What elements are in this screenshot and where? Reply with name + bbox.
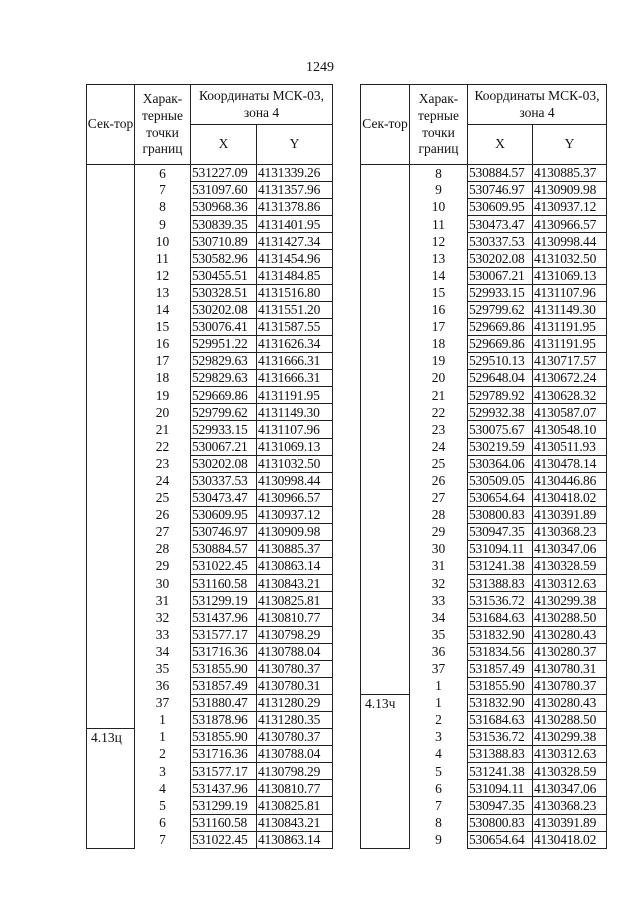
point-number-cell: 3: [410, 729, 468, 746]
table-row: [361, 694, 607, 711]
y-coordinate-cell: 4131666.31: [257, 353, 333, 370]
point-number-cell: 36: [410, 643, 468, 660]
point-number-cell: 23: [410, 421, 468, 438]
point-number-cell: 33: [135, 626, 191, 643]
point-number-cell: 23: [135, 455, 191, 472]
point-number-cell: 5: [135, 797, 191, 814]
point-number-cell: 12: [135, 267, 191, 284]
point-number-cell: 1: [410, 694, 468, 711]
y-coordinate-cell: 4130825.81: [257, 797, 333, 814]
x-coordinate-cell: 530364.06: [468, 455, 533, 472]
point-number-cell: 10: [135, 233, 191, 250]
x-coordinate-cell: 530582.96: [191, 250, 257, 267]
x-coordinate-cell: 531855.90: [191, 660, 257, 677]
point-number-cell: 29: [135, 558, 191, 575]
point-number-cell: 27: [135, 523, 191, 540]
x-coordinate-cell: 531716.36: [191, 643, 257, 660]
y-coordinate-cell: 4131191.95: [533, 318, 607, 335]
point-number-cell: 25: [135, 489, 191, 506]
y-coordinate-cell: 4130328.59: [533, 558, 607, 575]
y-coordinate-cell: 4130587.07: [533, 404, 607, 421]
x-coordinate-cell: 530609.95: [191, 506, 257, 523]
x-coordinate-cell: 530328.51: [191, 284, 257, 301]
x-coordinate-cell: 531880.47: [191, 694, 257, 711]
table-row: [87, 165, 333, 182]
x-coordinate-cell: 530473.47: [468, 216, 533, 233]
x-coordinate-cell: 529933.15: [191, 421, 257, 438]
y-coordinate-cell: 4130347.06: [533, 780, 607, 797]
x-coordinate-cell: 531094.11: [468, 541, 533, 558]
y-coordinate-cell: 4130843.21: [257, 575, 333, 592]
point-number-cell: 28: [135, 541, 191, 558]
y-coordinate-cell: 4130548.10: [533, 421, 607, 438]
point-number-cell: 35: [410, 626, 468, 643]
point-number-cell: 29: [410, 523, 468, 540]
x-coordinate-cell: 531855.90: [468, 677, 533, 694]
y-coordinate-cell: 4130780.31: [257, 677, 333, 694]
y-coordinate-cell: 4131032.50: [533, 250, 607, 267]
x-coordinate-cell: 531832.90: [468, 626, 533, 643]
x-coordinate-cell: 531022.45: [191, 831, 257, 848]
point-number-cell: 7: [135, 831, 191, 848]
x-coordinate-cell: 531878.96: [191, 712, 257, 729]
x-coordinate-cell: 531684.63: [468, 712, 533, 729]
x-coordinate-cell: 531388.83: [468, 575, 533, 592]
x-coordinate-cell: 530202.08: [191, 455, 257, 472]
x-coordinate-cell: 531388.83: [468, 746, 533, 763]
x-coordinate-cell: 530710.89: [191, 233, 257, 250]
x-coordinate-cell: 531536.72: [468, 592, 533, 609]
page-number: 1249: [306, 60, 334, 75]
point-number-cell: 22: [135, 438, 191, 455]
y-coordinate-cell: 4130909.98: [533, 182, 607, 199]
point-number-cell: 18: [410, 335, 468, 352]
point-number-cell: 15: [410, 284, 468, 301]
x-coordinate-cell: 531832.90: [468, 694, 533, 711]
x-coordinate-cell: 529933.15: [468, 284, 533, 301]
point-number-cell: 6: [135, 165, 191, 182]
y-coordinate-cell: 4131587.55: [257, 318, 333, 335]
x-coordinate-cell: 531834.56: [468, 643, 533, 660]
point-number-cell: 19: [135, 387, 191, 404]
x-coordinate-cell: 529829.63: [191, 370, 257, 387]
point-number-cell: 19: [410, 353, 468, 370]
point-number-cell: 36: [135, 677, 191, 694]
y-coordinate-cell: 4130288.50: [533, 609, 607, 626]
y-coordinate-cell: 4131357.96: [257, 182, 333, 199]
x-coordinate-cell: 529932.38: [468, 404, 533, 421]
point-number-cell: 10: [410, 199, 468, 216]
y-coordinate-cell: 4130885.37: [533, 165, 607, 182]
y-coordinate-cell: 4130909.98: [257, 523, 333, 540]
point-number-cell: 28: [410, 506, 468, 523]
y-coordinate-cell: 4131149.30: [533, 301, 607, 318]
sector-cell: [87, 165, 135, 729]
y-coordinate-cell: 4131401.95: [257, 216, 333, 233]
y-coordinate-cell: 4131454.96: [257, 250, 333, 267]
y-coordinate-cell: 4130511.93: [533, 438, 607, 455]
point-number-cell: 8: [135, 199, 191, 216]
x-coordinate-cell: 531684.63: [468, 609, 533, 626]
x-coordinate-cell: 530219.59: [468, 438, 533, 455]
x-coordinate-cell: 529789.92: [468, 387, 533, 404]
point-number-cell: 11: [410, 216, 468, 233]
y-coordinate-cell: 4131191.95: [533, 335, 607, 352]
point-number-cell: 32: [135, 609, 191, 626]
x-coordinate-cell: 531094.11: [468, 780, 533, 797]
y-coordinate-cell: 4130788.04: [257, 643, 333, 660]
y-coordinate-cell: 4130843.21: [257, 814, 333, 831]
point-number-cell: 26: [135, 506, 191, 523]
table-body-right: [361, 165, 607, 849]
x-coordinate-cell: 530947.35: [468, 523, 533, 540]
x-coordinate-cell: 529510.13: [468, 353, 533, 370]
x-coordinate-cell: 529829.63: [191, 353, 257, 370]
y-coordinate-cell: 4131378.86: [257, 199, 333, 216]
point-number-cell: 17: [135, 353, 191, 370]
y-coordinate-cell: 4131280.35: [257, 712, 333, 729]
table-body-left: [87, 165, 333, 849]
x-coordinate-cell: 530800.83: [468, 506, 533, 523]
y-coordinate-cell: 4131666.31: [257, 370, 333, 387]
y-coordinate-cell: 4131149.30: [257, 404, 333, 421]
y-coordinate-cell: 4130780.37: [533, 677, 607, 694]
y-coordinate-cell: 4130966.57: [533, 216, 607, 233]
point-number-cell: 24: [410, 438, 468, 455]
x-coordinate-cell: 529799.62: [468, 301, 533, 318]
sector-cell: [361, 165, 410, 695]
point-number-cell: 30: [410, 541, 468, 558]
point-number-cell: 34: [410, 609, 468, 626]
y-coordinate-cell: 4130788.04: [257, 746, 333, 763]
x-coordinate-cell: 530202.08: [468, 250, 533, 267]
y-coordinate-cell: 4130288.50: [533, 712, 607, 729]
x-coordinate-cell: 531299.19: [191, 797, 257, 814]
point-number-cell: 21: [135, 421, 191, 438]
header-coordinates: Координаты МСК-03, зона 4: [191, 85, 333, 125]
y-coordinate-cell: 4130280.43: [533, 626, 607, 643]
x-coordinate-cell: 530067.21: [191, 438, 257, 455]
y-coordinate-cell: 4130312.63: [533, 746, 607, 763]
x-coordinate-cell: 529648.04: [468, 370, 533, 387]
y-coordinate-cell: 4131032.50: [257, 455, 333, 472]
y-coordinate-cell: 4130780.37: [257, 660, 333, 677]
point-number-cell: 8: [410, 165, 468, 182]
point-number-cell: 3: [135, 763, 191, 780]
y-coordinate-cell: 4130446.86: [533, 472, 607, 489]
x-coordinate-cell: 531857.49: [191, 677, 257, 694]
y-coordinate-cell: 4130391.89: [533, 814, 607, 831]
point-number-cell: 7: [135, 182, 191, 199]
point-number-cell: 2: [410, 712, 468, 729]
x-coordinate-cell: 531536.72: [468, 729, 533, 746]
point-number-cell: 13: [410, 250, 468, 267]
point-number-cell: 35: [135, 660, 191, 677]
y-coordinate-cell: 4130299.38: [533, 592, 607, 609]
x-coordinate-cell: 530800.83: [468, 814, 533, 831]
y-coordinate-cell: 4130478.14: [533, 455, 607, 472]
point-number-cell: 18: [135, 370, 191, 387]
y-coordinate-cell: 4130780.37: [257, 729, 333, 746]
y-coordinate-cell: 4130368.23: [533, 523, 607, 540]
y-coordinate-cell: 4130810.77: [257, 609, 333, 626]
x-coordinate-cell: 531227.09: [191, 165, 257, 182]
header-points: Харак-терные точки границ: [135, 85, 191, 165]
y-coordinate-cell: 4130717.57: [533, 353, 607, 370]
x-coordinate-cell: 530884.57: [468, 165, 533, 182]
x-coordinate-cell: 531855.90: [191, 729, 257, 746]
sector-cell: 4.13ч: [361, 694, 410, 848]
y-coordinate-cell: 4131484.85: [257, 267, 333, 284]
x-coordinate-cell: 530473.47: [191, 489, 257, 506]
y-coordinate-cell: 4131626.34: [257, 335, 333, 352]
y-coordinate-cell: 4130798.29: [257, 763, 333, 780]
y-coordinate-cell: 4130312.63: [533, 575, 607, 592]
table-row: [361, 165, 607, 182]
point-number-cell: 33: [410, 592, 468, 609]
point-number-cell: 9: [135, 216, 191, 233]
y-coordinate-cell: 4130780.31: [533, 660, 607, 677]
x-coordinate-cell: 530202.08: [191, 301, 257, 318]
point-number-cell: 20: [410, 370, 468, 387]
y-coordinate-cell: 4131280.29: [257, 694, 333, 711]
header-x: X: [468, 125, 533, 165]
x-coordinate-cell: 531577.17: [191, 626, 257, 643]
point-number-cell: 31: [135, 592, 191, 609]
point-number-cell: 1: [135, 729, 191, 746]
x-coordinate-cell: 531160.58: [191, 814, 257, 831]
y-coordinate-cell: 4130280.37: [533, 643, 607, 660]
y-coordinate-cell: 4131107.96: [533, 284, 607, 301]
point-number-cell: 27: [410, 489, 468, 506]
y-coordinate-cell: 4131339.26: [257, 165, 333, 182]
x-coordinate-cell: 530076.41: [191, 318, 257, 335]
point-number-cell: 21: [410, 387, 468, 404]
x-coordinate-cell: 530337.53: [468, 233, 533, 250]
point-number-cell: 6: [135, 814, 191, 831]
point-number-cell: 12: [410, 233, 468, 250]
x-coordinate-cell: 530337.53: [191, 472, 257, 489]
point-number-cell: 16: [135, 335, 191, 352]
sector-cell: 4.13ц: [87, 729, 135, 849]
header-x: X: [191, 125, 257, 165]
point-number-cell: 13: [135, 284, 191, 301]
point-number-cell: 6: [410, 780, 468, 797]
x-coordinate-cell: 531577.17: [191, 763, 257, 780]
table-row: [87, 729, 333, 746]
x-coordinate-cell: 529951.22: [191, 335, 257, 352]
y-coordinate-cell: 4131427.34: [257, 233, 333, 250]
x-coordinate-cell: 530509.05: [468, 472, 533, 489]
x-coordinate-cell: 531022.45: [191, 558, 257, 575]
point-number-cell: 1: [410, 677, 468, 694]
point-number-cell: 4: [410, 746, 468, 763]
x-coordinate-cell: 531437.96: [191, 780, 257, 797]
point-number-cell: 9: [410, 182, 468, 199]
point-number-cell: 24: [135, 472, 191, 489]
x-coordinate-cell: 531437.96: [191, 609, 257, 626]
y-coordinate-cell: 4130347.06: [533, 541, 607, 558]
x-coordinate-cell: 531857.49: [468, 660, 533, 677]
x-coordinate-cell: 530947.35: [468, 797, 533, 814]
x-coordinate-cell: 530839.35: [191, 216, 257, 233]
y-coordinate-cell: 4130937.12: [533, 199, 607, 216]
y-coordinate-cell: 4130328.59: [533, 763, 607, 780]
x-coordinate-cell: 530609.95: [468, 199, 533, 216]
x-coordinate-cell: 531241.38: [468, 763, 533, 780]
point-number-cell: 26: [410, 472, 468, 489]
y-coordinate-cell: 4130810.77: [257, 780, 333, 797]
y-coordinate-cell: 4130672.24: [533, 370, 607, 387]
x-coordinate-cell: 530654.64: [468, 831, 533, 848]
x-coordinate-cell: 531716.36: [191, 746, 257, 763]
point-number-cell: 14: [135, 301, 191, 318]
point-number-cell: 4: [135, 780, 191, 797]
x-coordinate-cell: 531097.60: [191, 182, 257, 199]
y-coordinate-cell: 4130966.57: [257, 489, 333, 506]
y-coordinate-cell: 4130280.43: [533, 694, 607, 711]
point-number-cell: 34: [135, 643, 191, 660]
header-y: Y: [533, 125, 607, 165]
point-number-cell: 7: [410, 797, 468, 814]
x-coordinate-cell: 531160.58: [191, 575, 257, 592]
x-coordinate-cell: 529669.86: [191, 387, 257, 404]
point-number-cell: 15: [135, 318, 191, 335]
point-number-cell: 25: [410, 455, 468, 472]
x-coordinate-cell: 530968.36: [191, 199, 257, 216]
y-coordinate-cell: 4130798.29: [257, 626, 333, 643]
y-coordinate-cell: 4131551.20: [257, 301, 333, 318]
y-coordinate-cell: 4130628.32: [533, 387, 607, 404]
y-coordinate-cell: 4130825.81: [257, 592, 333, 609]
y-coordinate-cell: 4130418.02: [533, 489, 607, 506]
y-coordinate-cell: 4130418.02: [533, 831, 607, 848]
point-number-cell: 5: [410, 763, 468, 780]
y-coordinate-cell: 4130391.89: [533, 506, 607, 523]
point-number-cell: 9: [410, 831, 468, 848]
y-coordinate-cell: 4130885.37: [257, 541, 333, 558]
y-coordinate-cell: 4130863.14: [257, 558, 333, 575]
coordinates-table-left: [86, 84, 333, 849]
header-sector: Сек-тор: [87, 85, 135, 165]
header-sector: Сек-тор: [361, 85, 410, 165]
y-coordinate-cell: 4130368.23: [533, 797, 607, 814]
coordinates-table-right: [360, 84, 607, 849]
point-number-cell: 22: [410, 404, 468, 421]
point-number-cell: 37: [135, 694, 191, 711]
x-coordinate-cell: 530884.57: [191, 541, 257, 558]
x-coordinate-cell: 530067.21: [468, 267, 533, 284]
header-points: Харак-терные точки границ: [410, 85, 468, 165]
point-number-cell: 2: [135, 746, 191, 763]
x-coordinate-cell: 530746.97: [191, 523, 257, 540]
y-coordinate-cell: 4131516.80: [257, 284, 333, 301]
point-number-cell: 30: [135, 575, 191, 592]
x-coordinate-cell: 530654.64: [468, 489, 533, 506]
x-coordinate-cell: 530746.97: [468, 182, 533, 199]
x-coordinate-cell: 529669.86: [468, 318, 533, 335]
y-coordinate-cell: 4131069.13: [533, 267, 607, 284]
x-coordinate-cell: 529799.62: [191, 404, 257, 421]
point-number-cell: 8: [410, 814, 468, 831]
point-number-cell: 17: [410, 318, 468, 335]
x-coordinate-cell: 530455.51: [191, 267, 257, 284]
x-coordinate-cell: 530075.67: [468, 421, 533, 438]
header-y: Y: [257, 125, 333, 165]
point-number-cell: 11: [135, 250, 191, 267]
y-coordinate-cell: 4131107.96: [257, 421, 333, 438]
point-number-cell: 31: [410, 558, 468, 575]
x-coordinate-cell: 531241.38: [468, 558, 533, 575]
y-coordinate-cell: 4131069.13: [257, 438, 333, 455]
point-number-cell: 1: [135, 712, 191, 729]
point-number-cell: 16: [410, 301, 468, 318]
y-coordinate-cell: 4130998.44: [257, 472, 333, 489]
point-number-cell: 32: [410, 575, 468, 592]
header-coordinates: Координаты МСК-03, зона 4: [468, 85, 607, 125]
point-number-cell: 20: [135, 404, 191, 421]
y-coordinate-cell: 4131191.95: [257, 387, 333, 404]
point-number-cell: 14: [410, 267, 468, 284]
y-coordinate-cell: 4130863.14: [257, 831, 333, 848]
y-coordinate-cell: 4130299.38: [533, 729, 607, 746]
y-coordinate-cell: 4130998.44: [533, 233, 607, 250]
x-coordinate-cell: 529669.86: [468, 335, 533, 352]
point-number-cell: 37: [410, 660, 468, 677]
y-coordinate-cell: 4130937.12: [257, 506, 333, 523]
x-coordinate-cell: 531299.19: [191, 592, 257, 609]
